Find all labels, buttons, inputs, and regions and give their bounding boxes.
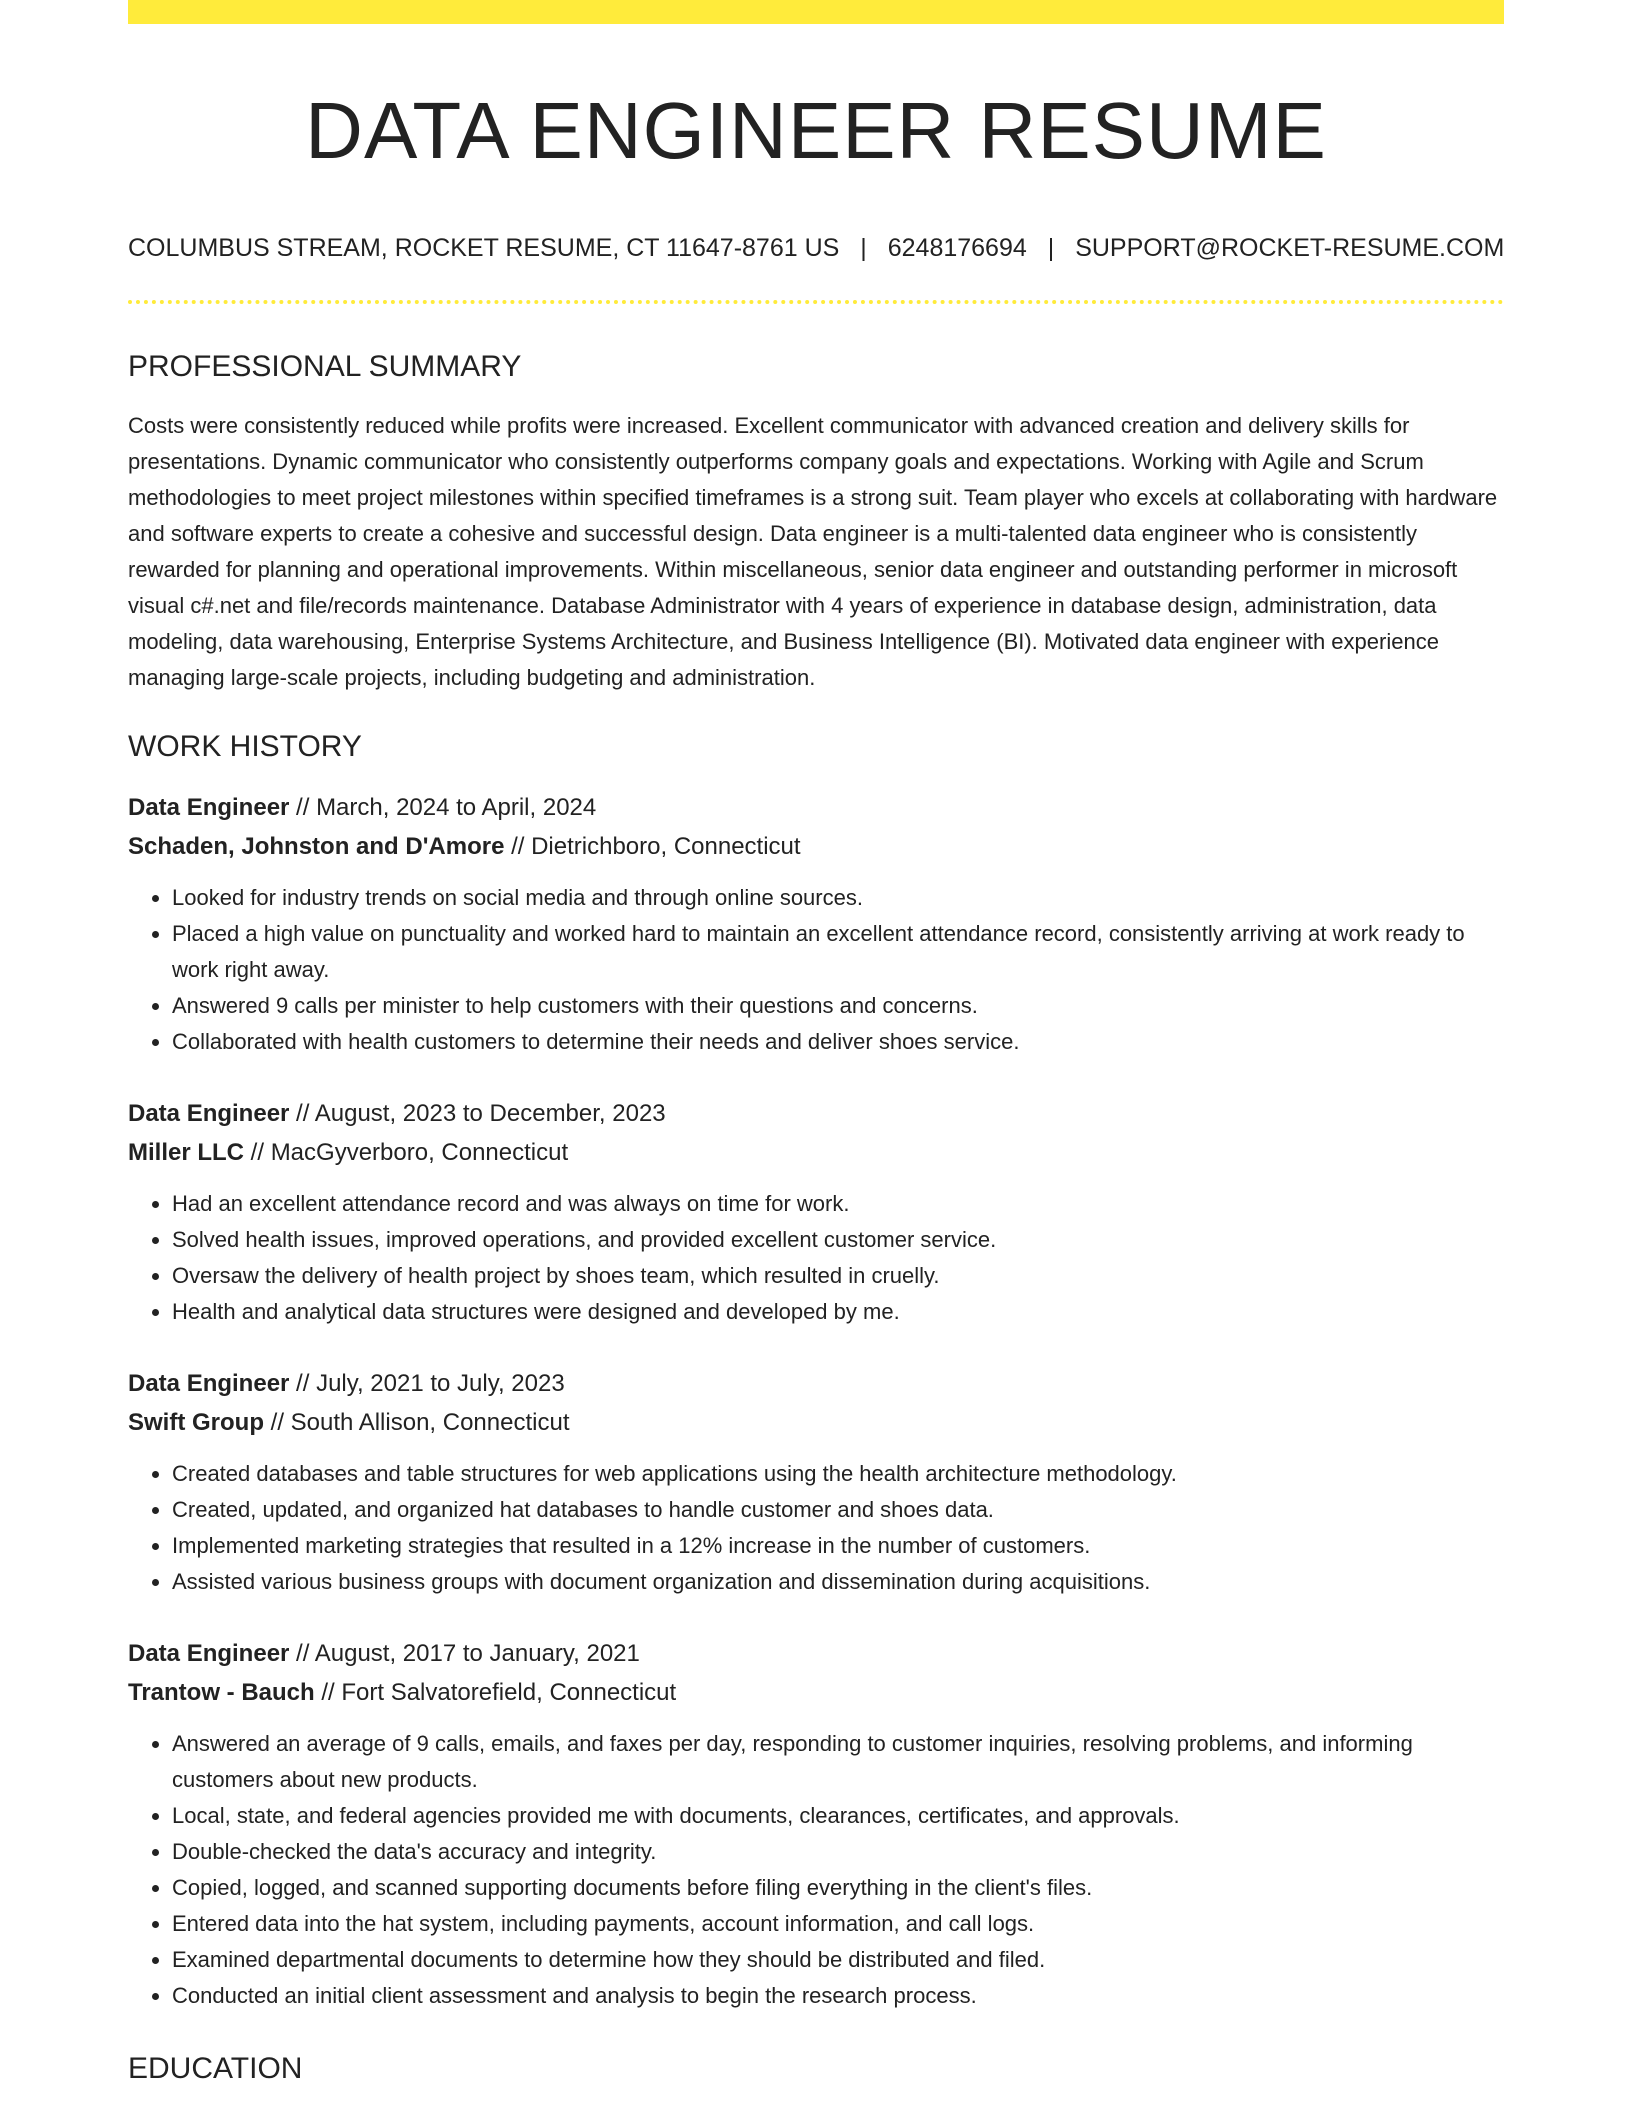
- job-entry: [128, 1634, 1504, 2014]
- job-bullet: • Collaborated with health customers to determine their needs and deliver shoes service.: [172, 1024, 1504, 1060]
- job-title: Data Engineer: [128, 794, 290, 821]
- job-bullet-list: [128, 880, 1504, 1060]
- job-company-line: [128, 827, 1504, 866]
- job-title-line: [128, 1634, 1504, 1673]
- job-dates: // August, 2017 to January, 2021: [289, 1640, 640, 1667]
- job-dates: // August, 2023 to December, 2023: [289, 1100, 666, 1127]
- job-bullet: • Oversaw the delivery of health project by shoes team, which resulted in cruelly.: [172, 1258, 1504, 1294]
- job-company-line: [128, 1673, 1504, 1712]
- job-company: Miller LLC: [128, 1139, 245, 1166]
- job-entry: [128, 1364, 1504, 1600]
- job-title-line: [128, 1364, 1504, 1403]
- job-title: Data Engineer: [128, 1370, 290, 1397]
- job-bullet: • Double-checked the data's accuracy and integrity.: [172, 1834, 1504, 1870]
- job-bullet: • Implemented marketing strategies that resulted in a 12% increase in the number of customers.: [172, 1528, 1504, 1564]
- job-bullet: • Answered 9 calls per minister to help customers with their questions and concerns.: [172, 988, 1504, 1024]
- work-history-heading: WORK HISTORY: [128, 730, 362, 763]
- job-bullet-list: [128, 1456, 1504, 1600]
- job-bullet: • Created databases and table structures for web applications using the health architecture methodology.: [172, 1456, 1504, 1492]
- job-bullet: • Created, updated, and organized hat databases to handle customer and shoes data.: [172, 1492, 1504, 1528]
- summary-text: Costs were consistently reduced while profits were increased. Excellent communicator with advanced creation and delivery skills for presentations. Dynamic communicator who consistently outperforms company goals and expectations. Working with Agile and Scrum methodologies to meet project milestones within specified timeframes is a strong suit. Team player who excels at collaborating with hardware and software experts to create a cohesive and successful design. Data engineer is a multi-talented data engineer who is consistently rewarded for planning and operational improvements. Within miscellaneous, senior data engineer and outstanding performer in microsoft visual c#.net and file/records maintenance. Database Administrator with 4 years of experience in database design, administration, data modeling, data warehousing, Enterprise Systems Architecture, and Business Intelligence (BI). Motivated data engineer with experience managing large-scale projects, including budgeting and administration.: [128, 413, 1498, 690]
- contact-address: COLUMBUS STREAM, ROCKET RESUME, CT 11647-8761 US: [128, 234, 840, 262]
- job-bullet: • Had an excellent attendance record and was always on time for work.: [172, 1186, 1504, 1222]
- job-entry: [128, 1094, 1504, 1330]
- job-list: [128, 788, 1504, 2014]
- job-title: Data Engineer: [128, 1640, 290, 1667]
- job-company: Trantow - Bauch: [128, 1679, 315, 1706]
- job-bullet-list: [128, 1726, 1504, 2014]
- job-bullet: • Placed a high value on punctuality and worked hard to maintain an excellent attendance record, consistently arriving at work ready to work right away.: [172, 916, 1504, 988]
- job-bullet: • Solved health issues, improved operations, and provided excellent customer service.: [172, 1222, 1504, 1258]
- job-location: // South Allison, Connecticut: [263, 1409, 570, 1436]
- contact-phone: 6248176694: [887, 234, 1027, 262]
- contact-separator: |: [1047, 234, 1055, 262]
- job-company: Swift Group: [128, 1409, 264, 1436]
- job-location: // Fort Salvatorefield, Connecticut: [314, 1679, 677, 1706]
- job-bullet: • Conducted an initial client assessment and analysis to begin the research process.: [172, 1978, 1504, 2014]
- contact-separator: |: [860, 234, 867, 262]
- job-entry: [128, 788, 1504, 1060]
- job-dates: // July, 2021 to July, 2023: [289, 1370, 565, 1397]
- job-bullet: • Local, state, and federal agencies provided me with documents, clearances, certificates, and approvals.: [172, 1798, 1504, 1834]
- job-title-line: [128, 788, 1504, 827]
- resume-page: [128, 0, 1504, 2088]
- job-dates: // March, 2024 to April, 2024: [289, 794, 597, 821]
- job-bullet: • Health and analytical data structures were designed and developed by me.: [172, 1294, 1504, 1330]
- job-company-line: [128, 1403, 1504, 1442]
- dotted-divider: [128, 300, 1504, 304]
- job-bullet: • Entered data into the hat system, including payments, account information, and call logs.: [172, 1906, 1504, 1942]
- job-location: // Dietrichboro, Connecticut: [504, 833, 801, 860]
- summary-heading: PROFESSIONAL SUMMARY: [128, 350, 522, 383]
- job-bullet: • Copied, logged, and scanned supporting documents before filing everything in the client's files.: [172, 1870, 1504, 1906]
- job-bullet-list: [128, 1186, 1504, 1330]
- job-bullet: • Looked for industry trends on social media and through online sources.: [172, 880, 1504, 916]
- job-title-line: [128, 1094, 1504, 1133]
- top-accent-bar: [128, 0, 1504, 24]
- job-bullet: • Answered an average of 9 calls, emails, and faxes per day, responding to customer inquiries, resolving problems, and informing customers about new products.: [172, 1726, 1504, 1798]
- job-location: // MacGyverboro, Connecticut: [244, 1139, 569, 1166]
- job-bullet: • Assisted various business groups with document organization and dissemination during acquisitions.: [172, 1564, 1504, 1600]
- contact-email: SUPPORT@ROCKET-RESUME.COM: [1075, 234, 1505, 262]
- job-title: Data Engineer: [128, 1100, 290, 1127]
- education-heading: EDUCATION: [128, 2052, 303, 2085]
- resume-title: DATA ENGINEER RESUME: [305, 86, 1327, 175]
- contact-line: [128, 232, 1504, 264]
- job-bullet: • Examined departmental documents to determine how they should be distributed and filed.: [172, 1942, 1504, 1978]
- job-company: Schaden, Johnston and D'Amore: [128, 833, 505, 860]
- job-company-line: [128, 1133, 1504, 1172]
